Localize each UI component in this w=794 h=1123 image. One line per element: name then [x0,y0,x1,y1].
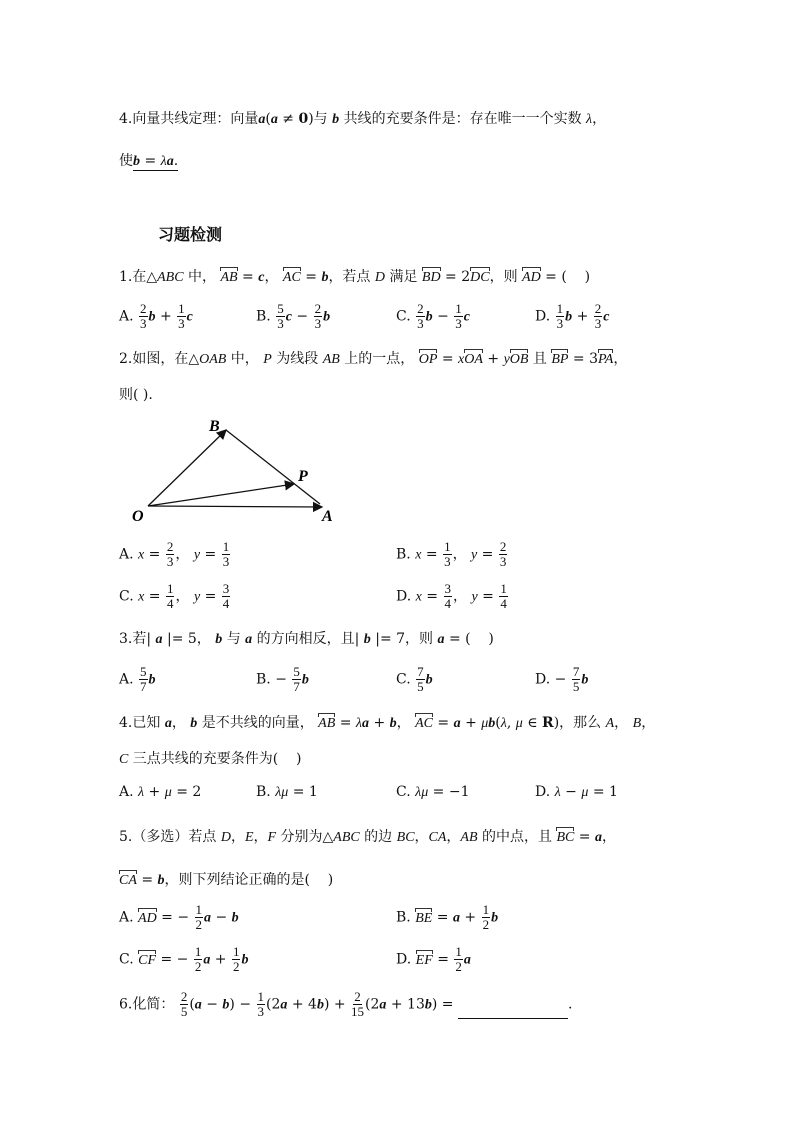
q6-stem: 6.化简： $\frac{2}{5}$ (a − b) − $\frac{1}{3}$ (2a + 4b) + $\frac{2}{15}$ (2a + 13b) = . [119,989,573,1019]
theorem-line-2 [119,150,178,170]
q1-stem: 1.在△ABC 中， AB = c， AC = b，若点 D 满足 BD = 2DC，则 AD = ( ) [119,269,591,285]
q2-option-d[interactable]: D. x = $\frac{3}{4}$ ， y = $\frac{1}{4}$ [396,581,507,611]
q3-option-c[interactable]: C. $\frac{7}{5}$ b [396,664,433,694]
q2-stem: 2.如图，在△OAB 中， P 为线段 AB 上的一点， OP = xOA + yOB 且 BP = 3PA， [119,351,628,367]
q4-option-d[interactable]: D. λ − μ = 1 [535,784,618,800]
q3-option-b[interactable]: B. − $\frac{5}{7}$ b [256,664,309,694]
q3-stem: 3.若| a |= 5， b 与 a 的方向相反，且| b |= 7，则 a = ( ) [119,631,494,647]
q5-option-d[interactable]: D. EF = $\frac{1}{2}$ a [396,944,471,974]
q4-option-a[interactable]: A. λ + μ = 2 [119,784,202,800]
q4-option-b[interactable]: B. λμ = 1 [256,784,318,800]
q4-option-c[interactable]: C. λμ = −1 [396,784,470,800]
theorem-prefix: 使 [119,153,133,169]
label-p: P [298,468,308,485]
theorem-line-1: 4.向量共线定理：向量a(a ≠ 0)与 b 共线的充要条件是：存在唯一一个实数 λ， [119,111,607,127]
vector-op [148,484,294,506]
q2-stem-2: 则( ). [119,387,153,403]
q3-option-a[interactable]: A. $\frac{5}{7}$ b [119,664,156,694]
vector-oa [148,506,322,507]
triangle-figure [126,412,346,526]
q1-option-d[interactable]: D. $\frac{1}{3}$ b + $\frac{2}{3}$ c [535,301,610,331]
q4-stem: 4.已知 a， b 是不共线的向量， AB = λa + b， AC = a + μb(λ, μ ∈ R)，那么 A， B， [119,715,656,731]
label-a: A [322,508,333,525]
q5-stem-2: CA = b，则下列结论正确的是( ) [119,872,334,888]
q5-option-b[interactable]: B. BE = a + $\frac{1}{2}$ b [396,902,499,932]
q4-stem-2: C 三点共线的充要条件为( ) [119,751,302,767]
q2-option-c[interactable]: C. x = $\frac{1}{4}$ ， y = $\frac{3}{4}$ [119,581,230,611]
theorem-formula: b = λa. [133,153,179,169]
q5-option-c[interactable]: C. CF = − $\frac{1}{2}$ a + $\frac{1}{2}$ b [119,944,249,974]
q5-stem: 5.（多选）若点 D，E，F 分别为△ABC 的边 BC，CA，AB 的中点，且 BC = a， [119,829,616,845]
q1-option-a[interactable]: A. $\frac{2}{3}$ b + $\frac{1}{3}$ c [119,301,193,331]
q1-option-b[interactable]: B. $\frac{5}{3}$ c − $\frac{2}{3}$ b [256,301,331,331]
segment-ba [226,430,320,504]
q2-option-a[interactable]: A. x = $\frac{2}{3}$ ， y = $\frac{1}{3}$ [119,539,230,569]
section-heading: 习题检测 [158,225,223,244]
q2-option-b[interactable]: B. x = $\frac{1}{3}$ ， y = $\frac{2}{3}$ [396,539,507,569]
q6-answer-blank[interactable] [458,1004,568,1019]
q5-option-a[interactable]: A. AD = − $\frac{1}{2}$ a − b [119,902,239,932]
label-o: O [132,508,144,525]
vector-ob [148,430,226,506]
q1-option-c[interactable]: C. $\frac{2}{3}$ b − $\frac{1}{3}$ c [396,301,470,331]
q3-option-d[interactable]: D. − $\frac{7}{5}$ b [535,664,589,694]
label-b: B [209,418,220,435]
q6-label: 6.化简： [119,996,175,1013]
theorem-text: 4.向量共线定理：向量 [119,111,259,127]
